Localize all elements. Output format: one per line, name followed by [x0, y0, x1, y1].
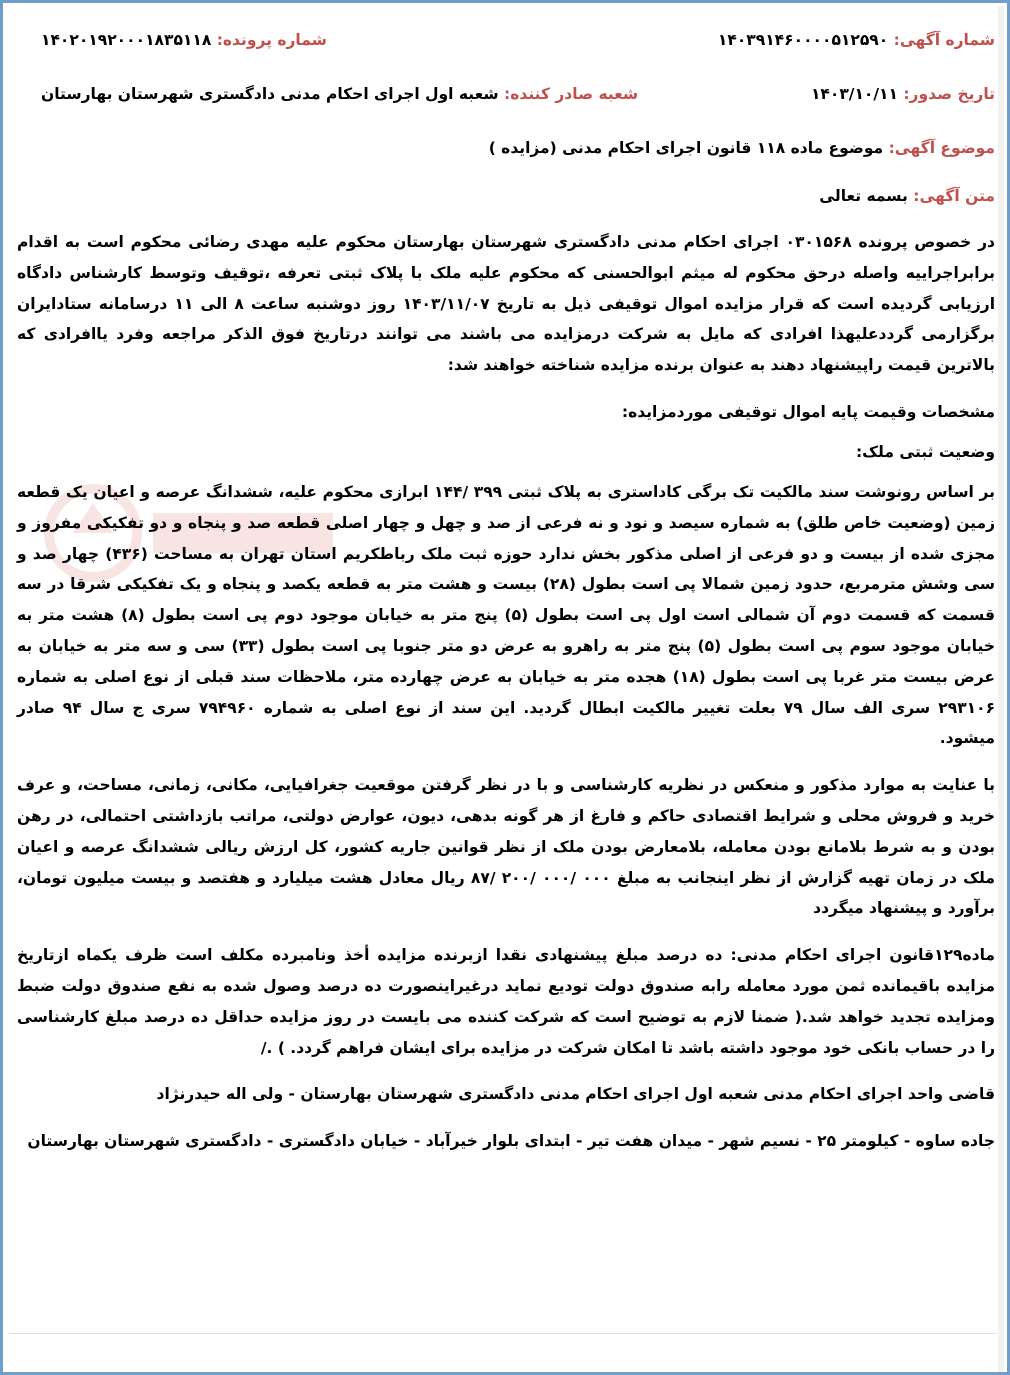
subject	[17, 139, 995, 187]
notice-text-header	[17, 187, 995, 227]
notice-document	[17, 31, 995, 1173]
subject-label: موضوع آگهی:	[888, 139, 995, 157]
issue-date-value: ۱۴۰۳/۱۰/۱۱	[810, 85, 898, 103]
registry-heading: وضعیت ثبتی ملک:	[855, 442, 995, 461]
notice-number-label: شماره آگهی:	[893, 31, 995, 49]
issuer-label: شعبه صادر کننده:	[504, 85, 639, 103]
notice-opening: بسمه تعالی	[819, 187, 908, 205]
notice-number-value: ۱۴۰۳۹۱۴۶۰۰۰۰۵۱۲۵۹۰	[717, 31, 889, 49]
scrollbar[interactable]	[998, 6, 1004, 1372]
notice-number	[718, 31, 995, 49]
subject-value: موضوع ماده ۱۱۸ قانون اجرای احکام مدنی (مزایده )	[488, 139, 884, 157]
issuer	[41, 85, 638, 103]
case-number-value: ۱۴۰۲۰۱۹۲۰۰۰۱۸۳۵۱۱۸	[41, 31, 212, 49]
meta-row-2	[17, 85, 995, 139]
bottom-divider	[9, 1333, 997, 1334]
issuer-value: شعبه اول اجرای احکام مدنی دادگستری شهرستان بهارستان	[41, 85, 499, 103]
article-paragraph: ماده۱۲۹قانون اجرای احکام مدنی: ده درصد مبلغ پیشنهادی نقدا ازبرنده مزایده أخذ ونامبرده مکلف است ظرف یکماه ازتاریخ مزایده باقیمانده ثمن مورد معامله رابه صندوق دولت تودیع نماید درغیراینصورت ده درصد وصول شده به نفع صندوق دولت ضبط ومزایده تجدید خواهد شد.( ضمنا لازم به توضیح است که شرکت کننده می بایست در روز مزایده حداقل ده درصد مبلغ کارشناسی را در حساب بانکی خود موجود داشته باشد تا امکان شرکت در مزایده برای ایشان فراهم گردد. ) ./	[17, 946, 995, 1057]
valuation-paragraph: با عنایت به موارد مذکور و منعکس در نظریه کارشناسی و با در نظر گرفتن موقعیت جغرافیایی، مکانی، زمانی، مساحت، و عرف خرید و فروش محلی و شرایط اقتصادی حاکم و فارغ از هر گونه بدهی، دیون، عوارض دولتی، مراتب بازداشتی احتمالی، در رهن بودن و به شرط بلامانع بودن معامله، بلامعارض بودن ملک از نظر قوانین جاریه کشور، کل ارزش ریالی ششدانگ عرصه و اعیان ملک در زمان تهیه گزارش از نظر اینجانب به مبلغ ۰۰۰ /۰۰۰ /۲۰۰ /۸۷ ریال معادل هشت میلیارد و هفتصد و بیست میلیون تومان، برآورد و پیشنهاد میگردد	[17, 776, 995, 918]
judge-signature: قاضی واحد اجرای احکام مدنی شعبه اول اجرای احکام مدنی دادگستری شهرستان بهارستان - ولی اله حیدرنژاد	[156, 1085, 995, 1104]
intro-paragraph: در خصوص پرونده ۰۳۰۱۵۶۸ اجرای احکام مدنی دادگستری شهرستان بهارستان محکوم علیه مهدی رضائی محکوم است به اقدام برابراجراییه واصله درحق محکوم له میثم ابوالحسنی که محکوم علیه ملک با پلاک ثبتی تعرفه ،توقیف وتوسط کارشناس دادگاه ارزیابی گردیده است که قرار مزایده اموال توقیفی ذیل به تاریخ ۱۴۰۳/۱۱/۰۷ روز دوشنبه ساعت ۸ الی ۱۱ درسامانه ستادایران برگزارمی گرددعلیهذا افرادی که مایل به شرکت درمزایده می باشند می توانند درتاریخ فوق الذکر مراجعه وفرد یاافرادی که بالاترین قیمت راپیشنهاد دهند به عنوان برنده مزایده شناخته خواهند شد:	[17, 233, 996, 375]
issue-date	[811, 85, 995, 103]
specs-heading: مشخصات وقیمت پایه اموال توقیفی موردمزایده:	[621, 402, 995, 421]
court-address: جاده ساوه - کیلومتر ۲۵ - نسیم شهر - میدان هفت تیر - ابتدای بلوار خیرآباد - خیابان دادگستری - دادگستری شهرستان بهارستان	[27, 1132, 995, 1151]
registry-paragraph: بر اساس رونوشت سند مالکیت تک برگی کاداستری به پلاک ثبتی ۳۹۹ /۱۴۴ ابرازی محکوم علیه، ششدانگ عرصه و اعیان یک قطعه زمین (وضعیت خاص طلق) به شماره سیصد و نود و نه فرعی از صد و چهل و چهار اصلی قطعه صد و پنجاه و دو تفکیکی مفروز و مجزی شده از بیست و دو فرعی از اصلی مذکور بخش ندارد حوزه ثبت ملک رباطکریم استان تهران به مساحت (۴۳۶) چهار صد و سی وشش مترمربع، حدود زمین شمالا پی است بطول (۲۸) بیست و هشت متر به قطعه یکصد و پنجاه و یک تفکیکی شرقا در سه قسمت که قسمت دوم آن شمالی است اول پی است بطول (۵) پنج متر به خیابان موجود دوم پی است بطول (۸) هشت متر به خیابان موجود سوم پی است بطول (۵) پنج متر به راهرو به عرض دو متر جنوبا پی است بطول (۳۳) سی و سه متر به خیابان به عرض بیست متر غربا پی است بطول (۱۸) هجده متر به خیابان به عرض چهارده متر، ملاحظات سند قبلی از نوع اصلی به شماره ۲۹۳۱۰۶ سری الف سال ۷۹ بعلت تغییر مالکیت ابطال گردید. این سند از نوع اصلی به شماره ۷۹۴۹۶۰ سری ج سال ۹۴ صادر میشود.	[17, 482, 996, 748]
notice-text-label: متن آگهی:	[913, 187, 995, 205]
issue-date-label: تاریخ صدور:	[903, 85, 995, 103]
case-number-label: شماره پرونده:	[216, 31, 327, 49]
case-number	[41, 31, 327, 49]
meta-row-1	[17, 31, 995, 85]
